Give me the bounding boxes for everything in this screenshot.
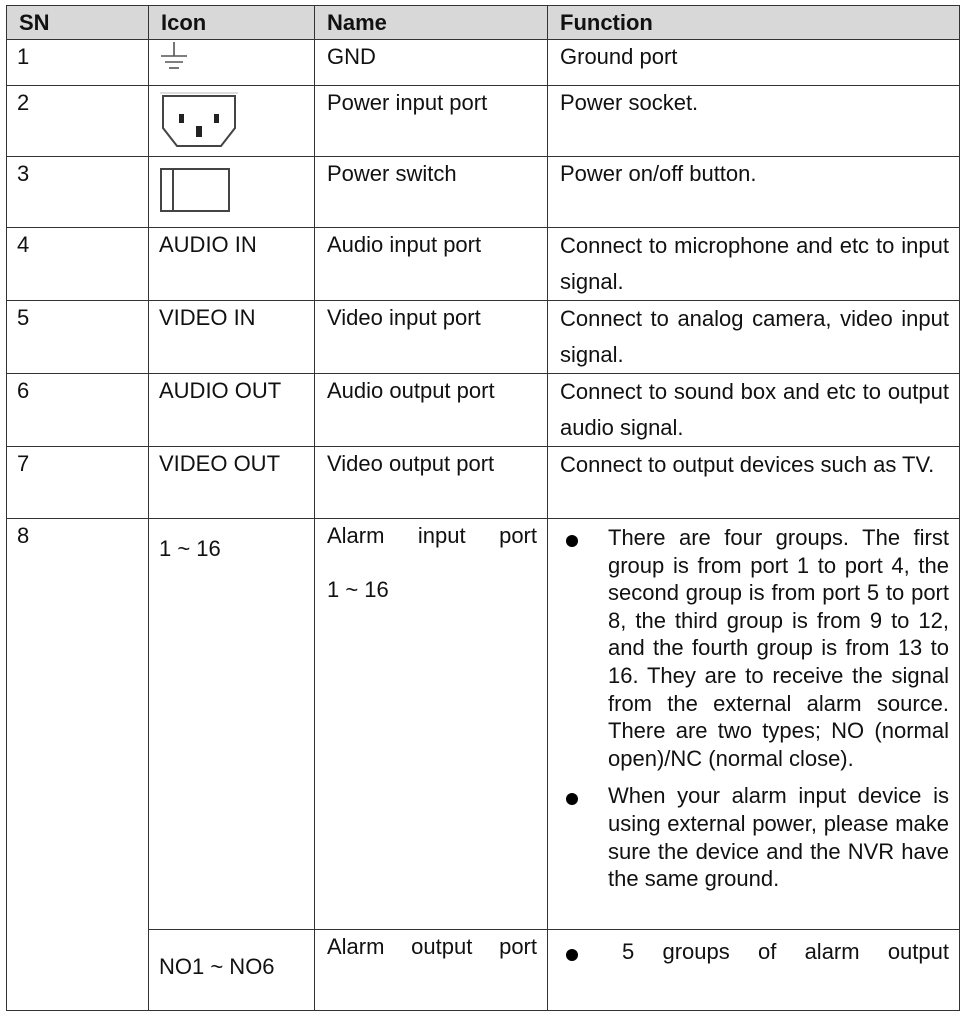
cell-sn: 1 (7, 40, 149, 86)
cell-icon (149, 519, 315, 930)
list-item (560, 782, 949, 892)
ground-icon (159, 40, 189, 74)
table-row (7, 447, 960, 519)
cell-sn: 3 (7, 157, 149, 228)
table-row (7, 519, 960, 930)
alarm-output-name: Alarm output port (327, 934, 537, 959)
cell-name: Video output port (315, 447, 548, 519)
cell-name: Video input port (315, 301, 548, 374)
table-row (7, 930, 960, 1011)
cell-icon (149, 40, 315, 86)
cell-function: Ground port (548, 40, 960, 86)
cell-function (548, 519, 960, 930)
header-function: Function (548, 6, 960, 40)
list-item (560, 524, 949, 772)
power-socket-icon (159, 92, 239, 150)
table-row (7, 86, 960, 157)
table-row (7, 301, 960, 374)
bullet-dot-icon (566, 793, 578, 805)
bullet-text: There are four groups. The first group is from port 1 to port 4, the second group is from port 5 to port 8, the third group is from 9 to 12, and the fourth group is from 13 to 16. They are to receive the signal from the external alarm source. There are two types; NO (normal open)/NC (normal close). (608, 525, 949, 771)
header-icon: Icon (149, 6, 315, 40)
cell-icon (149, 157, 315, 228)
alarm-input-sub: 1 ~ 16 (327, 577, 389, 602)
bullet-dot-icon (566, 535, 578, 547)
power-switch-icon (159, 167, 231, 215)
table-row (7, 40, 960, 86)
cell-name (315, 519, 548, 930)
cell-sn: 4 (7, 228, 149, 301)
cell-function: Connect to output devices such as TV. (548, 447, 960, 519)
alarm-input-range: 1 ~ 16 (159, 536, 221, 561)
cell-icon: AUDIO IN (149, 228, 315, 301)
cell-sn: 5 (7, 301, 149, 374)
alarm-input-name: Alarm input port (327, 523, 537, 548)
alarm-output-range: NO1 ~ NO6 (159, 954, 275, 979)
function-bullets (560, 524, 949, 893)
bullet-text: 5 groups of alarm output (622, 939, 949, 964)
cell-sn: 8 (7, 519, 149, 1011)
cell-function: Connect to microphone and etc to input signal. (548, 228, 960, 301)
cell-icon: AUDIO OUT (149, 374, 315, 447)
cell-icon (149, 86, 315, 157)
cell-icon: VIDEO OUT (149, 447, 315, 519)
cell-function: Power on/off button. (548, 157, 960, 228)
bullet-dot-icon (566, 949, 578, 961)
cell-name: Power switch (315, 157, 548, 228)
cell-sn: 6 (7, 374, 149, 447)
cell-name: Audio input port (315, 228, 548, 301)
bullet-text: When your alarm input device is using external power, please make sure the device and the NVR have the same ground. (608, 783, 949, 892)
header-name: Name (315, 6, 548, 40)
cell-name (315, 930, 548, 1011)
ports-table (6, 5, 960, 1011)
function-bullets (560, 938, 949, 966)
cell-sn: 7 (7, 447, 149, 519)
cell-function: Connect to sound box and etc to output audio signal. (548, 374, 960, 447)
table-row (7, 157, 960, 228)
cell-name: Audio output port (315, 374, 548, 447)
cell-icon (149, 930, 315, 1011)
cell-name: GND (315, 40, 548, 86)
table-row (7, 374, 960, 447)
table-row (7, 228, 960, 301)
cell-function: Connect to analog camera, video input signal. (548, 301, 960, 374)
cell-sn: 2 (7, 86, 149, 157)
cell-function (548, 930, 960, 1011)
header-sn: SN (7, 6, 149, 40)
list-item (560, 938, 949, 966)
cell-name: Power input port (315, 86, 548, 157)
cell-function: Power socket. (548, 86, 960, 157)
table-header-row (7, 6, 960, 40)
cell-icon: VIDEO IN (149, 301, 315, 374)
